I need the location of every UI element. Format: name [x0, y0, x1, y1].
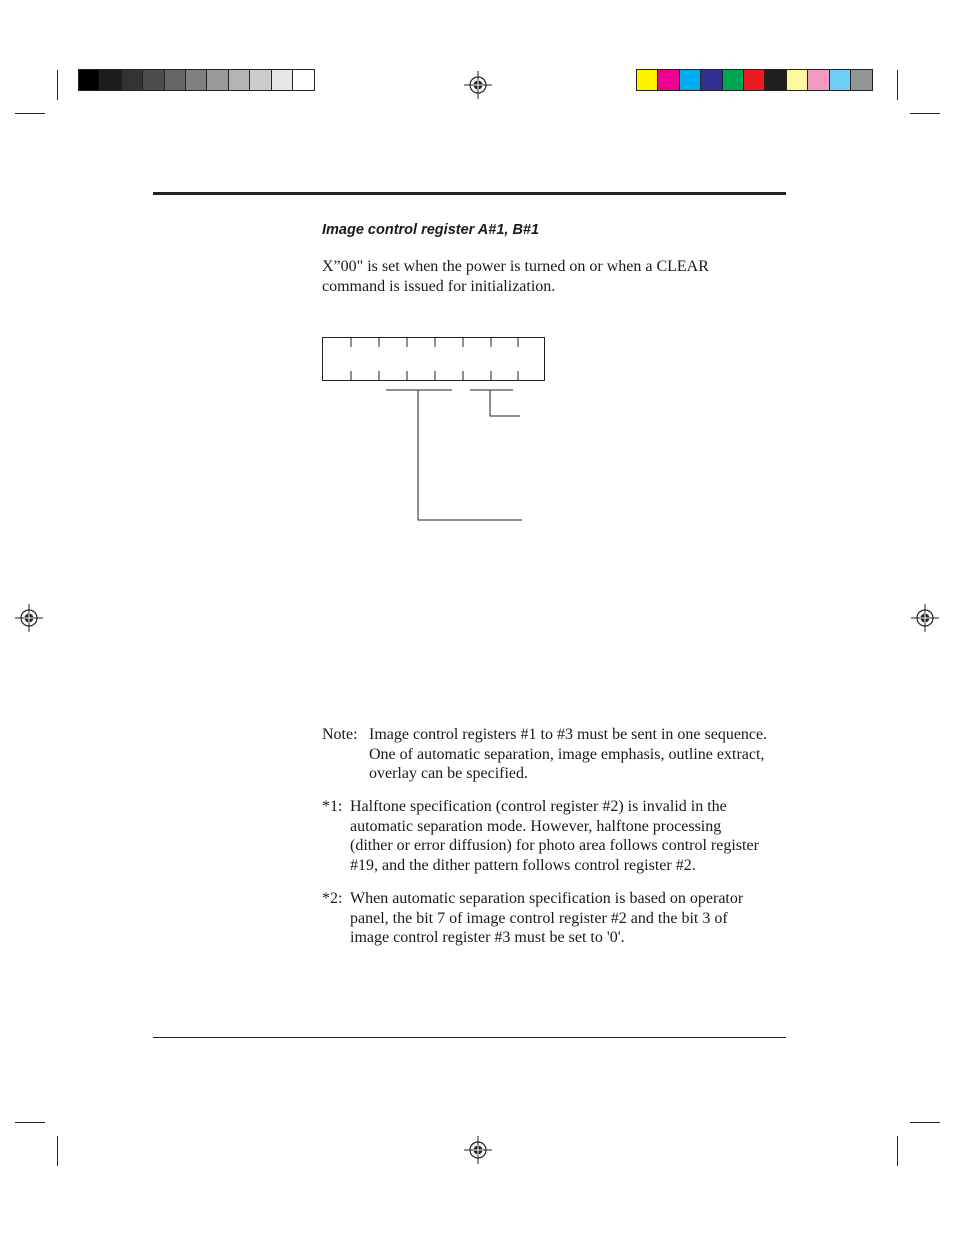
grayscale-color-bar: [78, 69, 315, 91]
registration-crosshair-icon: [464, 71, 492, 99]
footnote-line: (dither or error diffusion) for photo area follows control register: [350, 837, 759, 854]
color-swatch: [250, 70, 271, 90]
color-swatch: [658, 70, 679, 90]
footnote-line: Halftone specification (control register #2) is invalid in the: [350, 798, 727, 815]
note: [322, 725, 792, 787]
color-swatch: [851, 70, 872, 90]
bit-ticks: [351, 338, 518, 380]
color-swatch: [272, 70, 293, 90]
footnote-line: When automatic separation specification is based on operator: [350, 890, 744, 907]
intro-line: command is issued for initialization.: [322, 277, 556, 295]
crop-mark: [15, 113, 45, 114]
color-swatch: [680, 70, 701, 90]
crop-mark: [910, 113, 940, 114]
register-bit-diagram: [322, 337, 562, 537]
note-text: [369, 725, 767, 784]
color-swatch: [830, 70, 851, 90]
footnote-line: panel, the bit 7 of image control register #2 and the bit 3 of: [350, 909, 728, 927]
color-swatch: [744, 70, 765, 90]
footnote-text: [350, 889, 743, 948]
bit-group-bracket-upper: [470, 390, 520, 416]
color-swatch: [293, 70, 314, 90]
footnote-label: *1:: [322, 798, 343, 815]
color-swatch: [79, 70, 100, 90]
intro-paragraph: [322, 257, 792, 296]
footnote-line: image control register #3 must be set to '0'.: [350, 929, 625, 946]
footnote-2: [322, 889, 792, 951]
crop-mark: [15, 1122, 45, 1123]
color-swatch: [229, 70, 250, 90]
footnote-text: [350, 797, 759, 875]
color-swatch: [165, 70, 186, 90]
crop-mark: [897, 1136, 898, 1166]
registration-crosshair-icon: [464, 1136, 492, 1164]
footer-rule: [153, 1037, 786, 1038]
color-swatch: [207, 70, 228, 90]
bit-group-bracket-lower: [386, 390, 522, 520]
footnote-label: *2:: [322, 890, 343, 907]
color-swatch: [808, 70, 829, 90]
color-swatch: [701, 70, 722, 90]
note-line: overlay can be specified.: [369, 765, 529, 782]
header-rule: [153, 192, 786, 195]
footnote-line: #19, and the dither pattern follows control register #2.: [350, 856, 696, 874]
note-line: Image control registers #1 to #3 must be sent in one sequence.: [369, 726, 768, 743]
color-swatch: [765, 70, 786, 90]
crop-mark: [57, 1136, 58, 1166]
registration-crosshair-icon: [15, 604, 43, 632]
process-color-bar: [636, 69, 873, 91]
crop-mark: [910, 1122, 940, 1123]
register-box: [323, 338, 545, 381]
color-swatch: [787, 70, 808, 90]
color-swatch: [122, 70, 143, 90]
crop-mark: [57, 70, 58, 100]
color-swatch: [186, 70, 207, 90]
footnote-1: [322, 797, 792, 877]
registration-crosshair-icon: [911, 604, 939, 632]
section-heading: Image control register A#1, B#1: [322, 222, 540, 238]
note-label: Note:: [322, 726, 358, 743]
crop-mark: [897, 70, 898, 100]
note-line: One of automatic separation, image emphasis, outline extract,: [369, 745, 765, 763]
color-swatch: [723, 70, 744, 90]
intro-line: X”00" is set when the power is turned on or when a CLEAR: [322, 258, 709, 275]
footnote-line: automatic separation mode. However, halftone processing: [350, 817, 722, 835]
color-swatch: [637, 70, 658, 90]
color-swatch: [100, 70, 121, 90]
color-swatch: [143, 70, 164, 90]
